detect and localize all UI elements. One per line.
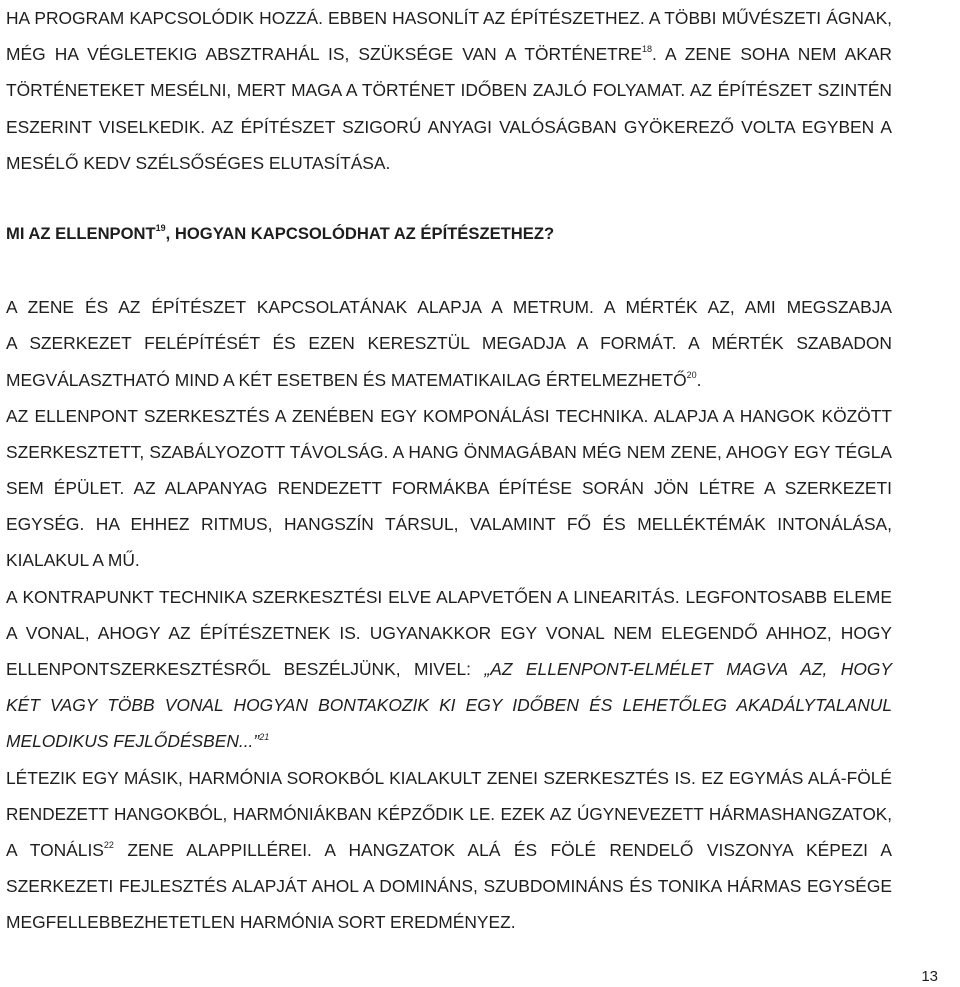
text-line: ESZERINT VISELKEDIK. AZ ÉPÍTÉSZET SZIGORÚ ANYAGI VALÓSÁGBAN GYÖKEREZŐ VOLTA EGYBEN A: [6, 116, 892, 137]
text-line: A TONÁLIS$^{22}$ ZENE ALAPPILLÉREI. A HANGZATOK ALÁ ÉS FÖLÉ RENDELŐ VISZONYA KÉPEZI A: [6, 839, 892, 860]
paragraph-intro: [6, 0, 892, 181]
footnote-ref[interactable]: 21: [259, 731, 270, 742]
footnote-ref[interactable]: 19: [155, 223, 166, 234]
quote-text: „AZ ELLENPONT-ELMÉLET MAGVA AZ, HOGY: [484, 659, 892, 679]
section-heading: MI AZ ELLENPONT$^{19}$, HOGYAN KAPCSOLÓDHAT AZ ÉPÍTÉSZETHEZ?: [6, 223, 555, 243]
paragraph-ellenpont: [6, 398, 892, 579]
footnote-ref[interactable]: 20: [686, 369, 697, 380]
text-line: A VONAL, AHOGY AZ ÉPÍTÉSZETNEK IS. UGYANAKKOR EGY VONAL NEM ELEGENDŐ AHHOZ, HOGY: [6, 622, 892, 643]
text-line: MÉG HA VÉGLETEKIG ABSZTRAHÁL IS, SZÜKSÉGE VAN A TÖRTÉNETRE$^{18}$. A ZENE SOHA NEM AKAR: [6, 44, 892, 65]
text-line: A SZERKEZET FELÉPÍTÉSÉT ÉS EZEN KERESZTÜL MEGADJA A FORMÁT. A MÉRTÉK SZABADON: [6, 333, 892, 354]
text-line: A KONTRAPUNKT TECHNIKA SZERKESZTÉSI ELVE ALAPVETŐEN A LINEARITÁS. LEGFONTOSABB ELEME: [6, 586, 892, 607]
footnote-ref[interactable]: 18: [641, 44, 652, 55]
text-line: HA PROGRAM KAPCSOLÓDIK HOZZÁ. EBBEN HASONLÍT AZ ÉPÍTÉSZETHEZ. A TÖBBI MŰVÉSZETI ÁGNAK,: [6, 8, 892, 28]
page-number: 13: [921, 968, 938, 985]
text-line: MEGVÁLASZTHATÓ MIND A KÉT ESETBEN ÉS MATEMATIKAILAG ÉRTELMEZHETŐ$^{20}$.: [6, 369, 702, 390]
paragraph-harmonia: [6, 760, 892, 941]
paragraph-kontrapunkt: [6, 579, 892, 760]
text-line: AZ ELLENPONT SZERKESZTÉS A ZENÉBEN EGY KOMPONÁLÁSI TECHNIKA. ALAPJA A HANGOK KÖZÖTT: [6, 405, 892, 426]
text-line: SZERKESZTETT, SZABÁLYOZOTT TÁVOLSÁG. A HANG ÖNMAGÁBAN MÉG NEM ZENE, AHOGY EGY TÉGLA: [6, 441, 892, 462]
text-line: MESÉLŐ KEDV SZÉLSŐSÉGES ELUTASÍTÁSA.: [6, 152, 391, 173]
quote-line: MELODIKUS FEJLŐDÉSBEN...”$^{21}$: [6, 731, 270, 752]
text-line: KIALAKUL A MŰ.: [6, 550, 140, 571]
page-body: [6, 0, 892, 941]
quote-line: KÉT VAGY TÖBB VONAL HOGYAN BONTAKOZIK KI EGY IDŐBEN ÉS LEHETŐLEG AKADÁLYTALANUL: [6, 695, 892, 716]
text-line: TÖRTÉNETEKET MESÉLNI, MERT MAGA A TÖRTÉNET IDŐBEN ZAJLÓ FOLYAMAT. AZ ÉPÍTÉSZET SZINTÉN: [6, 80, 892, 101]
text-line: SEM ÉPÜLET. AZ ALAPANYAG RENDEZETT FORMÁKBA ÉPÍTÉSE SORÁN JÖN LÉTRE A SZERKEZETI: [6, 478, 892, 499]
text-line: ELLENPONTSZERKESZTÉSRŐL BESZÉLJÜNK, MIVEL: „AZ ELLENPONT-ELMÉLET MAGVA AZ, HOGY: [6, 659, 892, 679]
text-line: LÉTEZIK EGY MÁSIK, HARMÓNIA SOROKBÓL KIALAKULT ZENEI SZERKESZTÉS IS. EZ EGYMÁS ALÁ-FÖLÉ: [6, 767, 892, 788]
text-line: MEGFELLEBBEZHETETLEN HARMÓNIA SORT EREDMÉNYEZ.: [6, 912, 516, 933]
text-line: SZERKEZETI FEJLESZTÉS ALAPJÁT AHOL A DOMINÁNS, SZUBDOMINÁNS ÉS TONIKA HÁRMAS EGYSÉGE: [6, 876, 892, 897]
text-line: EGYSÉG. HA EHHEZ RITMUS, HANGSZÍN TÁRSUL, VALAMINT FŐ ÉS MELLÉKTÉMÁK INTONÁLÁSA,: [6, 514, 892, 535]
footnote-ref[interactable]: 22: [103, 840, 114, 851]
text-line: A ZENE ÉS AZ ÉPÍTÉSZET KAPCSOLATÁNAK ALAPJA A METRUM. A MÉRTÉK AZ, AMI MEGSZABJA: [6, 297, 892, 318]
paragraph-metrum: [6, 289, 892, 398]
text-line: RENDEZETT HANGOKBÓL, HARMÓNIÁKBAN KÉPZŐDIK LE. EZEK AZ ÚGYNEVEZETT HÁRMASHANGZATOK,: [6, 803, 892, 824]
